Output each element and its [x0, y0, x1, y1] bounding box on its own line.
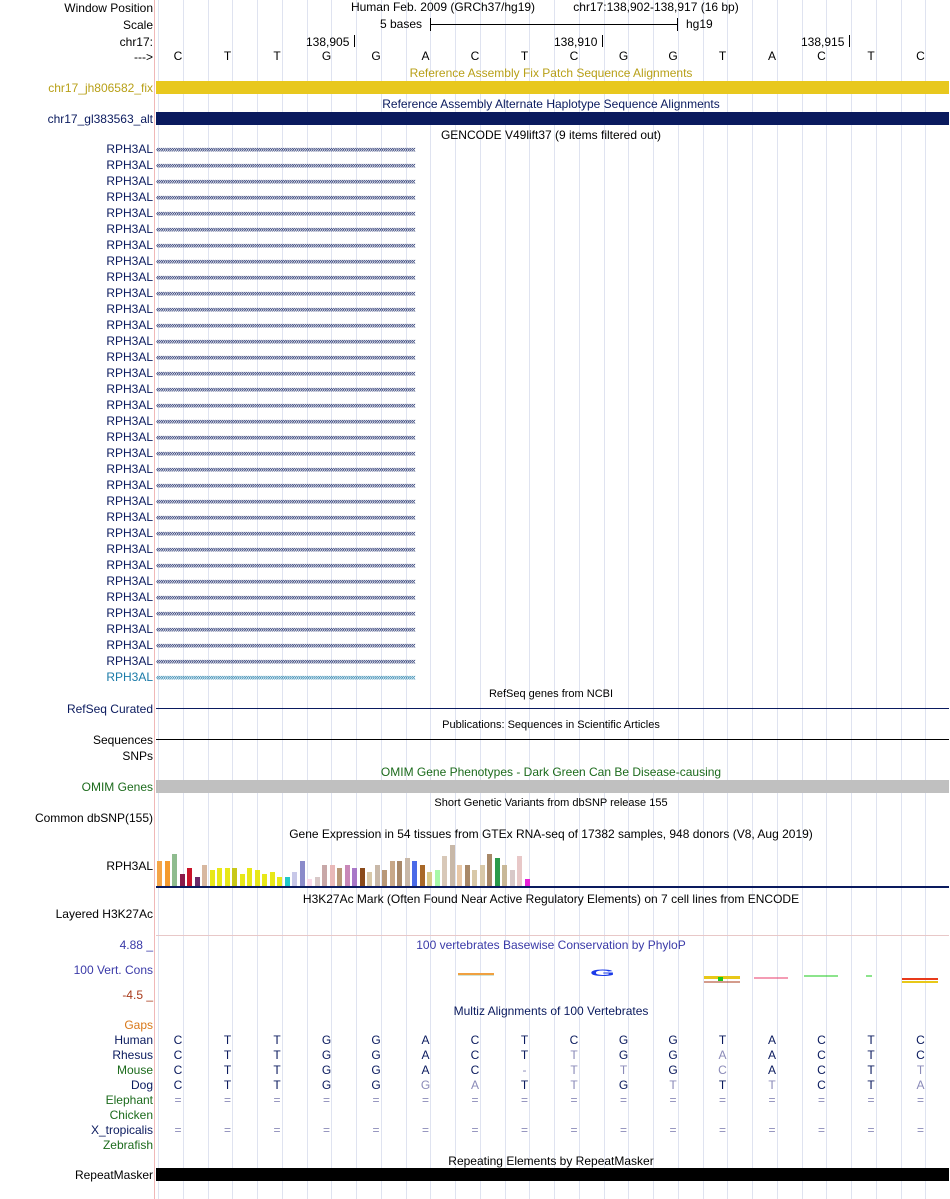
gencode-item-label[interactable]: RPH3AL — [106, 366, 153, 380]
multiz-base: A — [421, 1063, 430, 1077]
multiz-base: T — [718, 1033, 727, 1047]
multiz-base: = — [174, 1123, 182, 1137]
multiz-base: = — [520, 1093, 528, 1107]
sequence-base: C — [173, 49, 183, 63]
multiz-base: = — [421, 1123, 429, 1137]
multiz-base: = — [570, 1093, 578, 1107]
gencode-item-label[interactable]: RPH3AL — [106, 190, 153, 204]
gencode-item-label[interactable]: RPH3AL — [106, 334, 153, 348]
multiz-species-label[interactable]: Elephant — [105, 1093, 153, 1107]
gtex-tissue-bar[interactable] — [525, 879, 530, 886]
refseq-title[interactable]: RefSeq genes from NCBI — [488, 688, 614, 700]
gtex-tissue-bar[interactable] — [270, 872, 275, 886]
gencode-transcript[interactable]: ‹‹‹‹‹‹‹‹‹‹‹‹‹‹‹‹‹‹‹‹‹‹‹‹‹‹‹‹‹‹‹‹‹‹‹‹‹‹‹‹‹‹‹‹‹‹‹‹‹‹‹‹‹‹‹‹‹‹‹‹‹‹‹‹‹‹‹‹‹‹‹‹‹‹‹‹‹‹‹‹‹‹‹‹‹‹‹‹‹‹‹‹‹‹‹‹‹‹‹‹‹‹‹‹‹‹‹‹‹‹‹‹‹‹‹‹‹‹‹‹‹‹‹‹‹‹‹‹‹‹‹‹‹‹‹‹‹‹‹‹ — [156, 288, 415, 298]
gencode-transcript[interactable]: ‹‹‹‹‹‹‹‹‹‹‹‹‹‹‹‹‹‹‹‹‹‹‹‹‹‹‹‹‹‹‹‹‹‹‹‹‹‹‹‹‹‹‹‹‹‹‹‹‹‹‹‹‹‹‹‹‹‹‹‹‹‹‹‹‹‹‹‹‹‹‹‹‹‹‹‹‹‹‹‹‹‹‹‹‹‹‹‹‹‹‹‹‹‹‹‹‹‹‹‹‹‹‹‹‹‹‹‹‹‹‹‹‹‹‹‹‹‹‹‹‹‹‹‹‹‹‹‹‹‹‹‹‹‹‹‹‹‹‹‹ — [156, 176, 415, 186]
gtex-tissue-bar[interactable] — [472, 870, 477, 886]
multiz-base: C — [569, 1033, 579, 1047]
multiz-base: = — [520, 1123, 528, 1137]
multiz-species-label[interactable]: Human — [114, 1033, 153, 1047]
gencode-transcript[interactable]: ‹‹‹‹‹‹‹‹‹‹‹‹‹‹‹‹‹‹‹‹‹‹‹‹‹‹‹‹‹‹‹‹‹‹‹‹‹‹‹‹‹‹‹‹‹‹‹‹‹‹‹‹‹‹‹‹‹‹‹‹‹‹‹‹‹‹‹‹‹‹‹‹‹‹‹‹‹‹‹‹‹‹‹‹‹‹‹‹‹‹‹‹‹‹‹‹‹‹‹‹‹‹‹‹‹‹‹‹‹‹‹‹‹‹‹‹‹‹‹‹‹‹‹‹‹‹‹‹‹‹‹‹‹‹‹‹‹‹‹‹ — [156, 256, 415, 266]
dbsnp-label[interactable]: Common dbSNP(155) — [34, 811, 153, 825]
position-readout: chr17:138,902-138,917 (16 bp) — [573, 0, 739, 14]
gencode-item-label[interactable]: RPH3AL — [106, 590, 153, 604]
position-tick — [602, 35, 603, 47]
gencode-transcript[interactable]: ‹‹‹‹‹‹‹‹‹‹‹‹‹‹‹‹‹‹‹‹‹‹‹‹‹‹‹‹‹‹‹‹‹‹‹‹‹‹‹‹‹‹‹‹‹‹‹‹‹‹‹‹‹‹‹‹‹‹‹‹‹‹‹‹‹‹‹‹‹‹‹‹‹‹‹‹‹‹‹‹‹‹‹‹‹‹‹‹‹‹‹‹‹‹‹‹‹‹‹‹‹‹‹‹‹‹‹‹‹‹‹‹‹‹‹‹‹‹‹‹‹‹‹‹‹‹‹‹‹‹‹‹‹‹‹‹‹‹‹‹ — [156, 480, 415, 490]
gtex-tissue-bar[interactable] — [225, 868, 230, 886]
publications-label-2[interactable]: SNPs — [122, 749, 153, 763]
multiz-base: G — [371, 1063, 381, 1077]
multiz-base: T — [916, 1063, 925, 1077]
multiz-base: G — [668, 1048, 678, 1062]
gencode-transcript[interactable]: ‹‹‹‹‹‹‹‹‹‹‹‹‹‹‹‹‹‹‹‹‹‹‹‹‹‹‹‹‹‹‹‹‹‹‹‹‹‹‹‹‹‹‹‹‹‹‹‹‹‹‹‹‹‹‹‹‹‹‹‹‹‹‹‹‹‹‹‹‹‹‹‹‹‹‹‹‹‹‹‹‹‹‹‹‹‹‹‹‹‹‹‹‹‹‹‹‹‹‹‹‹‹‹‹‹‹‹‹‹‹‹‹‹‹‹‹‹‹‹‹‹‹‹‹‹‹‹‹‹‹‹‹‹‹‹‹‹‹‹‹ — [156, 336, 415, 346]
scale-assembly: hg19 — [686, 17, 713, 31]
gencode-item-label[interactable]: RPH3AL — [106, 302, 153, 316]
gtex-tissue-bar[interactable] — [382, 870, 387, 886]
multiz-base: T — [570, 1078, 578, 1092]
gtex-tissue-bar[interactable] — [510, 870, 515, 886]
multiz-base: T — [273, 1033, 281, 1047]
multiz-base: T — [273, 1048, 281, 1062]
multiz-base: T — [867, 1048, 875, 1062]
multiz-base: = — [421, 1093, 429, 1107]
multiz-base: = — [372, 1123, 380, 1137]
repeatmasker-title[interactable]: Repeating Elements by RepeatMasker — [448, 1154, 654, 1168]
sequence-base: G — [668, 49, 678, 63]
multiz-base: - — [522, 1063, 527, 1077]
multiz-base: A — [421, 1048, 430, 1062]
gtex-tissue-bar[interactable] — [330, 865, 335, 886]
gtex-label[interactable]: RPH3AL — [106, 859, 153, 873]
multiz-base: = — [223, 1093, 231, 1107]
multiz-base: = — [322, 1093, 330, 1107]
multiz-base: G — [321, 1033, 332, 1047]
multiz-base: = — [471, 1093, 479, 1107]
multiz-base: = — [619, 1123, 627, 1137]
multiz-base: T — [273, 1063, 281, 1077]
sequence-base: A — [421, 49, 430, 63]
gencode-item-label[interactable]: RPH3AL — [106, 638, 153, 652]
multiz-base: G — [618, 1078, 629, 1092]
gencode-transcript[interactable]: ‹‹‹‹‹‹‹‹‹‹‹‹‹‹‹‹‹‹‹‹‹‹‹‹‹‹‹‹‹‹‹‹‹‹‹‹‹‹‹‹‹‹‹‹‹‹‹‹‹‹‹‹‹‹‹‹‹‹‹‹‹‹‹‹‹‹‹‹‹‹‹‹‹‹‹‹‹‹‹‹‹‹‹‹‹‹‹‹‹‹‹‹‹‹‹‹‹‹‹‹‹‹‹‹‹‹‹‹‹‹‹‹‹‹‹‹‹‹‹‹‹‹‹‹‹‹‹‹‹‹‹‹‹‹‹‹‹‹‹‹ — [156, 352, 415, 362]
gtex-tissue-bar[interactable] — [292, 872, 297, 886]
multiz-base: C — [173, 1063, 183, 1077]
gencode-item-label[interactable]: RPH3AL — [106, 254, 153, 268]
multiz-base: C — [916, 1048, 925, 1062]
omim-label[interactable]: OMIM Genes — [81, 780, 153, 794]
multiz-base: = — [867, 1123, 875, 1137]
gencode-item-label[interactable]: RPH3AL — [106, 398, 153, 412]
h3k27ac-title[interactable]: H3K27Ac Mark (Often Found Near Active Regulatory Elements) on 7 cell lines from ENCODE — [302, 892, 800, 906]
gtex-tissue-bar[interactable] — [172, 854, 177, 886]
multiz-base: C — [817, 1078, 826, 1092]
multiz-base: G — [420, 1078, 431, 1092]
gencode-transcript[interactable]: ‹‹‹‹‹‹‹‹‹‹‹‹‹‹‹‹‹‹‹‹‹‹‹‹‹‹‹‹‹‹‹‹‹‹‹‹‹‹‹‹‹‹‹‹‹‹‹‹‹‹‹‹‹‹‹‹‹‹‹‹‹‹‹‹‹‹‹‹‹‹‹‹‹‹‹‹‹‹‹‹‹‹‹‹‹‹‹‹‹‹‹‹‹‹‹‹‹‹‹‹‹‹‹‹‹‹‹‹‹‹‹‹‹‹‹‹‹‹‹‹‹‹‹‹‹‹‹‹‹‹‹‹‹‹‹‹‹‹‹‹ — [156, 320, 415, 330]
gtex-tissue-bar[interactable] — [345, 865, 350, 886]
multiz-base: = — [619, 1093, 627, 1107]
refseq-label[interactable]: RefSeq Curated — [66, 702, 153, 716]
multiz-base: C — [916, 1033, 925, 1047]
gencode-transcript[interactable]: ‹‹‹‹‹‹‹‹‹‹‹‹‹‹‹‹‹‹‹‹‹‹‹‹‹‹‹‹‹‹‹‹‹‹‹‹‹‹‹‹‹‹‹‹‹‹‹‹‹‹‹‹‹‹‹‹‹‹‹‹‹‹‹‹‹‹‹‹‹‹‹‹‹‹‹‹‹‹‹‹‹‹‹‹‹‹‹‹‹‹‹‹‹‹‹‹‹‹‹‹‹‹‹‹‹‹‹‹‹‹‹‹‹‹‹‹‹‹‹‹‹‹‹‹‹‹‹‹‹‹‹‹‹‹‹‹‹‹‹‹ — [156, 304, 415, 314]
gencode-transcript[interactable]: ‹‹‹‹‹‹‹‹‹‹‹‹‹‹‹‹‹‹‹‹‹‹‹‹‹‹‹‹‹‹‹‹‹‹‹‹‹‹‹‹‹‹‹‹‹‹‹‹‹‹‹‹‹‹‹‹‹‹‹‹‹‹‹‹‹‹‹‹‹‹‹‹‹‹‹‹‹‹‹‹‹‹‹‹‹‹‹‹‹‹‹‹‹‹‹‹‹‹‹‹‹‹‹‹‹‹‹‹‹‹‹‹‹‹‹‹‹‹‹‹‹‹‹‹‹‹‹‹‹‹‹‹‹‹‹‹‹‹‹‹ — [156, 368, 415, 378]
sequence-base: G — [618, 49, 629, 63]
gencode-transcript[interactable]: ‹‹‹‹‹‹‹‹‹‹‹‹‹‹‹‹‹‹‹‹‹‹‹‹‹‹‹‹‹‹‹‹‹‹‹‹‹‹‹‹‹‹‹‹‹‹‹‹‹‹‹‹‹‹‹‹‹‹‹‹‹‹‹‹‹‹‹‹‹‹‹‹‹‹‹‹‹‹‹‹‹‹‹‹‹‹‹‹‹‹‹‹‹‹‹‹‹‹‹‹‹‹‹‹‹‹‹‹‹‹‹‹‹‹‹‹‹‹‹‹‹‹‹‹‹‹‹‹‹‹‹‹‹‹‹‹‹‹‹‹ — [156, 384, 415, 394]
multiz-base: T — [520, 1078, 529, 1092]
gencode-item-label[interactable]: RPH3AL — [106, 414, 153, 428]
sequence-base: C — [817, 49, 826, 63]
phylop-logo — [156, 960, 949, 990]
sequence-base: C — [470, 49, 480, 63]
fix-patch-label[interactable]: chr17_jh806582_fix — [48, 81, 153, 95]
gencode-item-label[interactable]: RPH3AL — [106, 382, 153, 396]
multiz-species-label[interactable]: Dog — [130, 1078, 153, 1092]
multiz-base: T — [718, 1078, 727, 1092]
multiz-base: G — [321, 1063, 332, 1077]
multiz-species-label[interactable]: Zebrafish — [102, 1138, 153, 1152]
gtex-tissue-bar[interactable] — [502, 865, 507, 886]
scale-bar-right-tick — [677, 18, 678, 31]
phylop-title[interactable]: 100 vertebrates Basewise Conservation by PhyloP — [416, 938, 686, 952]
gtex-tissue-bar[interactable] — [300, 861, 305, 886]
multiz-base: T — [520, 1033, 529, 1047]
gencode-transcript[interactable]: ‹‹‹‹‹‹‹‹‹‹‹‹‹‹‹‹‹‹‹‹‹‹‹‹‹‹‹‹‹‹‹‹‹‹‹‹‹‹‹‹‹‹‹‹‹‹‹‹‹‹‹‹‹‹‹‹‹‹‹‹‹‹‹‹‹‹‹‹‹‹‹‹‹‹‹‹‹‹‹‹‹‹‹‹‹‹‹‹‹‹‹‹‹‹‹‹‹‹‹‹‹‹‹‹‹‹‹‹‹‹‹‹‹‹‹‹‹‹‹‹‹‹‹‹‹‹‹‹‹‹‹‹‹‹‹‹‹‹‹‹ — [156, 448, 415, 458]
multiz-base: T — [768, 1078, 776, 1092]
multiz-base: = — [916, 1093, 924, 1107]
multiz-base: G — [618, 1048, 629, 1062]
gtex-tissue-bar[interactable] — [480, 865, 485, 886]
repeatmasker-label[interactable]: RepeatMasker — [74, 1168, 153, 1182]
gencode-item-label[interactable]: RPH3AL — [106, 478, 153, 492]
scale-bar — [430, 24, 677, 25]
sequence-base: T — [867, 49, 875, 63]
refseq-line[interactable] — [156, 708, 949, 709]
gtex-tissue-bar[interactable] — [262, 874, 267, 886]
gencode-title[interactable]: GENCODE V49lift37 (9 items filtered out) — [440, 128, 662, 142]
multiz-base: C — [817, 1033, 826, 1047]
gtex-tissue-bar[interactable] — [427, 872, 432, 886]
gtex-tissue-bar[interactable] — [495, 858, 500, 886]
h3k27ac-line — [156, 935, 949, 936]
multiz-base: G — [668, 1033, 678, 1047]
gencode-transcript[interactable]: ‹‹‹‹‹‹‹‹‹‹‹‹‹‹‹‹‹‹‹‹‹‹‹‹‹‹‹‹‹‹‹‹‹‹‹‹‹‹‹‹‹‹‹‹‹‹‹‹‹‹‹‹‹‹‹‹‹‹‹‹‹‹‹‹‹‹‹‹‹‹‹‹‹‹‹‹‹‹‹‹‹‹‹‹‹‹‹‹‹‹‹‹‹‹‹‹‹‹‹‹‹‹‹‹‹‹‹‹‹‹‹‹‹‹‹‹‹‹‹‹‹‹‹‹‹‹‹‹‹‹‹‹‹‹‹‹‹‹‹‹ — [156, 192, 415, 202]
gencode-transcript[interactable]: ‹‹‹‹‹‹‹‹‹‹‹‹‹‹‹‹‹‹‹‹‹‹‹‹‹‹‹‹‹‹‹‹‹‹‹‹‹‹‹‹‹‹‹‹‹‹‹‹‹‹‹‹‹‹‹‹‹‹‹‹‹‹‹‹‹‹‹‹‹‹‹‹‹‹‹‹‹‹‹‹‹‹‹‹‹‹‹‹‹‹‹‹‹‹‹‹‹‹‹‹‹‹‹‹‹‹‹‹‹‹‹‹‹‹‹‹‹‹‹‹‹‹‹‹‹‹‹‹‹‹‹‹‹‹‹‹‹‹‹‹ — [156, 608, 415, 618]
multiz-base: = — [570, 1123, 578, 1137]
sequence-base: C — [916, 49, 925, 63]
multiz-base: C — [470, 1048, 480, 1062]
multiz-base: T — [867, 1033, 875, 1047]
alt-haplotype-label[interactable]: chr17_gl383563_alt — [47, 112, 153, 126]
gencode-item-label[interactable]: RPH3AL — [106, 206, 153, 220]
multiz-base: G — [371, 1048, 381, 1062]
omim-bar[interactable] — [156, 780, 949, 793]
sequence-base: G — [371, 49, 381, 63]
multiz-base: A — [421, 1033, 430, 1047]
sequence-base: T — [223, 49, 232, 63]
multiz-gaps-label: Gaps — [124, 1018, 153, 1032]
sequence-base: G — [321, 49, 332, 63]
multiz-base: C — [718, 1063, 727, 1077]
multiz-base: T — [520, 1048, 529, 1062]
multiz-base: G — [321, 1048, 332, 1062]
gtex-tissue-bar[interactable] — [217, 868, 222, 886]
gtex-tissue-bar[interactable] — [157, 861, 162, 886]
gtex-tissue-bar[interactable] — [450, 845, 455, 886]
gtex-tissue-bar[interactable] — [255, 870, 260, 886]
position-tick-label: 138,905 — [306, 35, 350, 49]
gencode-item-label[interactable]: RPH3AL — [106, 174, 153, 188]
gencode-transcript[interactable]: ‹‹‹‹‹‹‹‹‹‹‹‹‹‹‹‹‹‹‹‹‹‹‹‹‹‹‹‹‹‹‹‹‹‹‹‹‹‹‹‹‹‹‹‹‹‹‹‹‹‹‹‹‹‹‹‹‹‹‹‹‹‹‹‹‹‹‹‹‹‹‹‹‹‹‹‹‹‹‹‹‹‹‹‹‹‹‹‹‹‹‹‹‹‹‹‹‹‹‹‹‹‹‹‹‹‹‹‹‹‹‹‹‹‹‹‹‹‹‹‹‹‹‹‹‹‹‹‹‹‹‹‹‹‹‹‹‹‹‹‹ — [156, 512, 415, 522]
gencode-transcript[interactable]: ‹‹‹‹‹‹‹‹‹‹‹‹‹‹‹‹‹‹‹‹‹‹‹‹‹‹‹‹‹‹‹‹‹‹‹‹‹‹‹‹‹‹‹‹‹‹‹‹‹‹‹‹‹‹‹‹‹‹‹‹‹‹‹‹‹‹‹‹‹‹‹‹‹‹‹‹‹‹‹‹‹‹‹‹‹‹‹‹‹‹‹‹‹‹‹‹‹‹‹‹‹‹‹‹‹‹‹‹‹‹‹‹‹‹‹‹‹‹‹‹‹‹‹‹‹‹‹‹‹‹‹‹‹‹‹‹‹‹‹‹ — [156, 224, 415, 234]
gtex-tissue-bar[interactable] — [285, 877, 290, 886]
gencode-item-label[interactable]: RPH3AL — [106, 670, 153, 684]
strand-arrow-label: ---> — [134, 50, 153, 64]
multiz-species-label[interactable]: Rhesus — [112, 1048, 153, 1062]
multiz-base: A — [470, 1078, 479, 1092]
alt-haplotype-title[interactable]: Reference Assembly Alternate Haplotype Sequence Alignments — [382, 97, 720, 111]
gencode-item-label[interactable]: RPH3AL — [106, 558, 153, 572]
gtex-tissue-bar[interactable] — [187, 868, 192, 886]
scale-text: 5 bases — [380, 17, 423, 31]
gencode-transcript[interactable]: ‹‹‹‹‹‹‹‹‹‹‹‹‹‹‹‹‹‹‹‹‹‹‹‹‹‹‹‹‹‹‹‹‹‹‹‹‹‹‹‹‹‹‹‹‹‹‹‹‹‹‹‹‹‹‹‹‹‹‹‹‹‹‹‹‹‹‹‹‹‹‹‹‹‹‹‹‹‹‹‹‹‹‹‹‹‹‹‹‹‹‹‹‹‹‹‹‹‹‹‹‹‹‹‹‹‹‹‹‹‹‹‹‹‹‹‹‹‹‹‹‹‹‹‹‹‹‹‹‹‹‹‹‹‹‹‹‹‹‹‹ — [156, 416, 415, 426]
gtex-tissue-bar[interactable] — [277, 877, 282, 886]
gencode-transcript[interactable]: ‹‹‹‹‹‹‹‹‹‹‹‹‹‹‹‹‹‹‹‹‹‹‹‹‹‹‹‹‹‹‹‹‹‹‹‹‹‹‹‹‹‹‹‹‹‹‹‹‹‹‹‹‹‹‹‹‹‹‹‹‹‹‹‹‹‹‹‹‹‹‹‹‹‹‹‹‹‹‹‹‹‹‹‹‹‹‹‹‹‹‹‹‹‹‹‹‹‹‹‹‹‹‹‹‹‹‹‹‹‹‹‹‹‹‹‹‹‹‹‹‹‹‹‹‹‹‹‹‹‹‹‹‹‹‹‹‹‹‹‹ — [156, 576, 415, 586]
gencode-transcript[interactable]: ‹‹‹‹‹‹‹‹‹‹‹‹‹‹‹‹‹‹‹‹‹‹‹‹‹‹‹‹‹‹‹‹‹‹‹‹‹‹‹‹‹‹‹‹‹‹‹‹‹‹‹‹‹‹‹‹‹‹‹‹‹‹‹‹‹‹‹‹‹‹‹‹‹‹‹‹‹‹‹‹‹‹‹‹‹‹‹‹‹‹‹‹‹‹‹‹‹‹‹‹‹‹‹‹‹‹‹‹‹‹‹‹‹‹‹‹‹‹‹‹‹‹‹‹‹‹‹‹‹‹‹‹‹‹‹‹‹‹‹‹ — [156, 656, 415, 666]
phylop-min-label: -4.5 _ — [122, 988, 153, 1002]
multiz-base: T — [570, 1063, 578, 1077]
multiz-base: G — [321, 1078, 332, 1092]
gencode-transcript[interactable]: ‹‹‹‹‹‹‹‹‹‹‹‹‹‹‹‹‹‹‹‹‹‹‹‹‹‹‹‹‹‹‹‹‹‹‹‹‹‹‹‹‹‹‹‹‹‹‹‹‹‹‹‹‹‹‹‹‹‹‹‹‹‹‹‹‹‹‹‹‹‹‹‹‹‹‹‹‹‹‹‹‹‹‹‹‹‹‹‹‹‹‹‹‹‹‹‹‹‹‹‹‹‹‹‹‹‹‹‹‹‹‹‹‹‹‹‹‹‹‹‹‹‹‹‹‹‹‹‹‹‹‹‹‹‹‹‹‹‹‹‹ — [156, 464, 415, 474]
gtex-tissue-bar[interactable] — [307, 879, 312, 886]
gencode-transcript[interactable]: ‹‹‹‹‹‹‹‹‹‹‹‹‹‹‹‹‹‹‹‹‹‹‹‹‹‹‹‹‹‹‹‹‹‹‹‹‹‹‹‹‹‹‹‹‹‹‹‹‹‹‹‹‹‹‹‹‹‹‹‹‹‹‹‹‹‹‹‹‹‹‹‹‹‹‹‹‹‹‹‹‹‹‹‹‹‹‹‹‹‹‹‹‹‹‹‹‹‹‹‹‹‹‹‹‹‹‹‹‹‹‹‹‹‹‹‹‹‹‹‹‹‹‹‹‹‹‹‹‹‹‹‹‹‹‹‹‹‹‹‹ — [156, 144, 415, 154]
gencode-transcript[interactable]: ‹‹‹‹‹‹‹‹‹‹‹‹‹‹‹‹‹‹‹‹‹‹‹‹‹‹‹‹‹‹‹‹‹‹‹‹‹‹‹‹‹‹‹‹‹‹‹‹‹‹‹‹‹‹‹‹‹‹‹‹‹‹‹‹‹‹‹‹‹‹‹‹‹‹‹‹‹‹‹‹‹‹‹‹‹‹‹‹‹‹‹‹‹‹‹‹‹‹‹‹‹‹‹‹‹‹‹‹‹‹‹‹‹‹‹‹‹‹‹‹‹‹‹‹‹‹‹‹‹‹‹‹‹‹‹‹‹‹‹‹ — [156, 560, 415, 570]
multiz-base: T — [570, 1048, 578, 1062]
multiz-base: = — [669, 1123, 677, 1137]
assembly-title: Human Feb. 2009 (GRCh37/hg19) — [350, 0, 536, 14]
multiz-base: A — [718, 1048, 727, 1062]
phylop-label[interactable]: 100 Vert. Cons — [73, 963, 153, 977]
gtex-tissue-bar[interactable] — [435, 870, 440, 886]
multiz-base: C — [173, 1048, 183, 1062]
gencode-item-label[interactable]: RPH3AL — [106, 510, 153, 524]
scale-bar-left-tick — [430, 18, 431, 31]
gencode-transcript[interactable]: ‹‹‹‹‹‹‹‹‹‹‹‹‹‹‹‹‹‹‹‹‹‹‹‹‹‹‹‹‹‹‹‹‹‹‹‹‹‹‹‹‹‹‹‹‹‹‹‹‹‹‹‹‹‹‹‹‹‹‹‹‹‹‹‹‹‹‹‹‹‹‹‹‹‹‹‹‹‹‹‹‹‹‹‹‹‹‹‹‹‹‹‹‹‹‹‹‹‹‹‹‹‹‹‹‹‹‹‹‹‹‹‹‹‹‹‹‹‹‹‹‹‹‹‹‹‹‹‹‹‹‹‹‹‹‹‹‹‹‹‹ — [156, 432, 415, 442]
gtex-tissue-bar[interactable] — [390, 861, 395, 886]
repeatmasker-bar[interactable] — [156, 1168, 949, 1181]
multiz-base: = — [817, 1093, 825, 1107]
sequence-base: A — [767, 49, 776, 63]
fix-patch-title[interactable]: Reference Assembly Fix Patch Sequence Alignments — [409, 66, 693, 80]
gencode-item-label[interactable]: RPH3AL — [106, 238, 153, 252]
multiz-base: T — [223, 1063, 232, 1077]
multiz-base: = — [817, 1123, 825, 1137]
multiz-base: A — [767, 1033, 776, 1047]
multiz-species-label[interactable]: Chicken — [109, 1108, 153, 1122]
multiz-base: = — [768, 1093, 776, 1107]
gtex-tissue-bar[interactable] — [322, 865, 327, 886]
position-tick-label: 138,915 — [801, 35, 845, 49]
multiz-base: T — [223, 1078, 232, 1092]
multiz-base: G — [668, 1063, 678, 1077]
multiz-base: = — [916, 1123, 924, 1137]
gencode-item-label[interactable]: RPH3AL — [106, 446, 153, 460]
gtex-tissue-bar[interactable] — [412, 861, 417, 886]
gencode-item-label[interactable]: RPH3AL — [106, 142, 153, 156]
position-tick — [354, 35, 355, 47]
gtex-tissue-bar[interactable] — [232, 868, 237, 886]
multiz-base: = — [718, 1123, 726, 1137]
gencode-item-label[interactable]: RPH3AL — [106, 574, 153, 588]
position-tick — [849, 35, 850, 47]
multiz-base: C — [173, 1078, 183, 1092]
gencode-transcript[interactable]: ‹‹‹‹‹‹‹‹‹‹‹‹‹‹‹‹‹‹‹‹‹‹‹‹‹‹‹‹‹‹‹‹‹‹‹‹‹‹‹‹‹‹‹‹‹‹‹‹‹‹‹‹‹‹‹‹‹‹‹‹‹‹‹‹‹‹‹‹‹‹‹‹‹‹‹‹‹‹‹‹‹‹‹‹‹‹‹‹‹‹‹‹‹‹‹‹‹‹‹‹‹‹‹‹‹‹‹‹‹‹‹‹‹‹‹‹‹‹‹‹‹‹‹‹‹‹‹‹‹‹‹‹‹‹‹‹‹‹‹‹ — [156, 528, 415, 538]
publications-title[interactable]: Publications: Sequences in Scientific Articles — [442, 719, 660, 731]
gtex-tissue-bar[interactable] — [360, 868, 365, 886]
phylop-max-label: 4.88 _ — [119, 938, 153, 952]
gtex-tissue-bar[interactable] — [420, 865, 425, 886]
gencode-transcript[interactable]: ‹‹‹‹‹‹‹‹‹‹‹‹‹‹‹‹‹‹‹‹‹‹‹‹‹‹‹‹‹‹‹‹‹‹‹‹‹‹‹‹‹‹‹‹‹‹‹‹‹‹‹‹‹‹‹‹‹‹‹‹‹‹‹‹‹‹‹‹‹‹‹‹‹‹‹‹‹‹‹‹‹‹‹‹‹‹‹‹‹‹‹‹‹‹‹‹‹‹‹‹‹‹‹‹‹‹‹‹‹‹‹‹‹‹‹‹‹‹‹‹‹‹‹‹‹‹‹‹‹‹‹‹‹‹‹‹‹‹‹‹ — [156, 624, 415, 634]
gtex-tissue-bar[interactable] — [315, 877, 320, 886]
gencode-transcript[interactable]: ‹‹‹‹‹‹‹‹‹‹‹‹‹‹‹‹‹‹‹‹‹‹‹‹‹‹‹‹‹‹‹‹‹‹‹‹‹‹‹‹‹‹‹‹‹‹‹‹‹‹‹‹‹‹‹‹‹‹‹‹‹‹‹‹‹‹‹‹‹‹‹‹‹‹‹‹‹‹‹‹‹‹‹‹‹‹‹‹‹‹‹‹‹‹‹‹‹‹‹‹‹‹‹‹‹‹‹‹‹‹‹‹‹‹‹‹‹‹‹‹‹‹‹‹‹‹‹‹‹‹‹‹‹‹‹‹‹‹‹‹ — [156, 160, 415, 170]
multiz-base: C — [470, 1063, 480, 1077]
multiz-base: A — [767, 1063, 776, 1077]
gtex-tissue-bar[interactable] — [397, 861, 402, 886]
multiz-base: A — [767, 1048, 776, 1062]
multiz-base: T — [867, 1063, 875, 1077]
gencode-item-label[interactable]: RPH3AL — [106, 350, 153, 364]
gencode-item-label[interactable]: RPH3AL — [106, 462, 153, 476]
gencode-transcript[interactable]: ‹‹‹‹‹‹‹‹‹‹‹‹‹‹‹‹‹‹‹‹‹‹‹‹‹‹‹‹‹‹‹‹‹‹‹‹‹‹‹‹‹‹‹‹‹‹‹‹‹‹‹‹‹‹‹‹‹‹‹‹‹‹‹‹‹‹‹‹‹‹‹‹‹‹‹‹‹‹‹‹‹‹‹‹‹‹‹‹‹‹‹‹‹‹‹‹‹‹‹‹‹‹‹‹‹‹‹‹‹‹‹‹‹‹‹‹‹‹‹‹‹‹‹‹‹‹‹‹‹‹‹‹‹‹‹‹‹‹‹‹ — [156, 592, 415, 602]
gencode-item-label[interactable]: RPH3AL — [106, 654, 153, 668]
gencode-transcript[interactable]: ‹‹‹‹‹‹‹‹‹‹‹‹‹‹‹‹‹‹‹‹‹‹‹‹‹‹‹‹‹‹‹‹‹‹‹‹‹‹‹‹‹‹‹‹‹‹‹‹‹‹‹‹‹‹‹‹‹‹‹‹‹‹‹‹‹‹‹‹‹‹‹‹‹‹‹‹‹‹‹‹‹‹‹‹‹‹‹‹‹‹‹‹‹‹‹‹‹‹‹‹‹‹‹‹‹‹‹‹‹‹‹‹‹‹‹‹‹‹‹‹‹‹‹‹‹‹‹‹‹‹‹‹‹‹‹‹‹‹‹‹ — [156, 496, 415, 506]
gtex-baseline — [156, 886, 949, 888]
gencode-transcript[interactable]: ‹‹‹‹‹‹‹‹‹‹‹‹‹‹‹‹‹‹‹‹‹‹‹‹‹‹‹‹‹‹‹‹‹‹‹‹‹‹‹‹‹‹‹‹‹‹‹‹‹‹‹‹‹‹‹‹‹‹‹‹‹‹‹‹‹‹‹‹‹‹‹‹‹‹‹‹‹‹‹‹‹‹‹‹‹‹‹‹‹‹‹‹‹‹‹‹‹‹‹‹‹‹‹‹‹‹‹‹‹‹‹‹‹‹‹‹‹‹‹‹‹‹‹‹‹‹‹‹‹‹‹‹‹‹‹‹‹‹‹‹ — [156, 640, 415, 650]
gtex-tissue-bar[interactable] — [247, 868, 252, 886]
gencode-transcript[interactable]: ‹‹‹‹‹‹‹‹‹‹‹‹‹‹‹‹‹‹‹‹‹‹‹‹‹‹‹‹‹‹‹‹‹‹‹‹‹‹‹‹‹‹‹‹‹‹‹‹‹‹‹‹‹‹‹‹‹‹‹‹‹‹‹‹‹‹‹‹‹‹‹‹‹‹‹‹‹‹‹‹‹‹‹‹‹‹‹‹‹‹‹‹‹‹‹‹‹‹‹‹‹‹‹‹‹‹‹‹‹‹‹‹‹‹‹‹‹‹‹‹‹‹‹‹‹‹‹‹‹‹‹‹‹‹‹‹‹‹‹‹ — [156, 672, 415, 682]
multiz-base: = — [768, 1123, 776, 1137]
multiz-base: C — [470, 1033, 480, 1047]
gencode-item-label[interactable]: RPH3AL — [106, 430, 153, 444]
svg-text:G: G — [590, 968, 615, 979]
gencode-item-label[interactable]: RPH3AL — [106, 622, 153, 636]
publications-line[interactable] — [156, 739, 949, 740]
gtex-tissue-bar[interactable] — [517, 856, 522, 886]
multiz-species-label[interactable]: X_tropicalis — [90, 1123, 153, 1137]
multiz-base: = — [322, 1123, 330, 1137]
multiz-base: = — [669, 1093, 677, 1107]
sequence-base: T — [718, 49, 727, 63]
multiz-base: C — [817, 1048, 826, 1062]
multiz-base: = — [372, 1093, 380, 1107]
gencode-item-label[interactable]: RPH3AL — [106, 526, 153, 540]
gtex-tissue-bar[interactable] — [442, 856, 447, 886]
multiz-base: C — [173, 1033, 183, 1047]
multiz-base: = — [174, 1093, 182, 1107]
gtex-tissue-bar[interactable] — [202, 865, 207, 886]
multiz-base: G — [371, 1078, 381, 1092]
label-separator — [154, 0, 155, 1199]
multiz-base: T — [273, 1078, 281, 1092]
gencode-transcript[interactable]: ‹‹‹‹‹‹‹‹‹‹‹‹‹‹‹‹‹‹‹‹‹‹‹‹‹‹‹‹‹‹‹‹‹‹‹‹‹‹‹‹‹‹‹‹‹‹‹‹‹‹‹‹‹‹‹‹‹‹‹‹‹‹‹‹‹‹‹‹‹‹‹‹‹‹‹‹‹‹‹‹‹‹‹‹‹‹‹‹‹‹‹‹‹‹‹‹‹‹‹‹‹‹‹‹‹‹‹‹‹‹‹‹‹‹‹‹‹‹‹‹‹‹‹‹‹‹‹‹‹‹‹‹‹‹‹‹‹‹‹‹ — [156, 400, 415, 410]
gencode-item-label[interactable]: RPH3AL — [106, 270, 153, 284]
gtex-tissue-bar[interactable] — [165, 861, 170, 886]
dbsnp-title[interactable]: Short Genetic Variants from dbSNP release 155 — [434, 797, 668, 809]
gtex-tissue-bar[interactable] — [195, 877, 200, 886]
gtex-tissue-bar[interactable] — [367, 872, 372, 886]
gtex-tissue-bar[interactable] — [465, 865, 470, 886]
multiz-species-label[interactable]: Mouse — [116, 1063, 153, 1077]
fix-patch-bar[interactable] — [156, 81, 949, 94]
multiz-base: G — [371, 1033, 381, 1047]
gencode-item-label[interactable]: RPH3AL — [106, 222, 153, 236]
gtex-tissue-bar[interactable] — [375, 865, 380, 886]
gencode-transcript[interactable]: ‹‹‹‹‹‹‹‹‹‹‹‹‹‹‹‹‹‹‹‹‹‹‹‹‹‹‹‹‹‹‹‹‹‹‹‹‹‹‹‹‹‹‹‹‹‹‹‹‹‹‹‹‹‹‹‹‹‹‹‹‹‹‹‹‹‹‹‹‹‹‹‹‹‹‹‹‹‹‹‹‹‹‹‹‹‹‹‹‹‹‹‹‹‹‹‹‹‹‹‹‹‹‹‹‹‹‹‹‹‹‹‹‹‹‹‹‹‹‹‹‹‹‹‹‹‹‹‹‹‹‹‹‹‹‹‹‹‹‹‹ — [156, 240, 415, 250]
omim-title[interactable]: OMIM Gene Phenotypes - Dark Green Can Be Disease-causing — [380, 765, 722, 779]
alt-haplotype-bar[interactable] — [156, 112, 949, 125]
gencode-item-label[interactable]: RPH3AL — [106, 494, 153, 508]
gencode-item-label[interactable]: RPH3AL — [106, 542, 153, 556]
gencode-transcript[interactable]: ‹‹‹‹‹‹‹‹‹‹‹‹‹‹‹‹‹‹‹‹‹‹‹‹‹‹‹‹‹‹‹‹‹‹‹‹‹‹‹‹‹‹‹‹‹‹‹‹‹‹‹‹‹‹‹‹‹‹‹‹‹‹‹‹‹‹‹‹‹‹‹‹‹‹‹‹‹‹‹‹‹‹‹‹‹‹‹‹‹‹‹‹‹‹‹‹‹‹‹‹‹‹‹‹‹‹‹‹‹‹‹‹‹‹‹‹‹‹‹‹‹‹‹‹‹‹‹‹‹‹‹‹‹‹‹‹‹‹‹‹ — [156, 208, 415, 218]
window-position-label: Window Position — [64, 1, 153, 15]
gtex-tissue-bar[interactable] — [487, 854, 492, 886]
gencode-item-label[interactable]: RPH3AL — [106, 158, 153, 172]
gtex-title[interactable]: Gene Expression in 54 tissues from GTEx RNA-seq of 17382 samples, 948 donors (V8, Aug 2019) — [289, 827, 813, 841]
multiz-base: = — [867, 1093, 875, 1107]
gtex-tissue-bar[interactable] — [180, 874, 185, 886]
multiz-base: T — [223, 1033, 232, 1047]
publications-label[interactable]: Sequences — [92, 733, 153, 747]
gtex-tissue-bar[interactable] — [240, 874, 245, 886]
gtex-tissue-bar[interactable] — [210, 870, 215, 886]
multiz-base: T — [867, 1078, 875, 1092]
multiz-base: = — [273, 1093, 281, 1107]
multiz-base: A — [916, 1078, 925, 1092]
sequence-base: C — [569, 49, 579, 63]
gencode-transcript[interactable]: ‹‹‹‹‹‹‹‹‹‹‹‹‹‹‹‹‹‹‹‹‹‹‹‹‹‹‹‹‹‹‹‹‹‹‹‹‹‹‹‹‹‹‹‹‹‹‹‹‹‹‹‹‹‹‹‹‹‹‹‹‹‹‹‹‹‹‹‹‹‹‹‹‹‹‹‹‹‹‹‹‹‹‹‹‹‹‹‹‹‹‹‹‹‹‹‹‹‹‹‹‹‹‹‹‹‹‹‹‹‹‹‹‹‹‹‹‹‹‹‹‹‹‹‹‹‹‹‹‹‹‹‹‹‹‹‹‹‹‹‹ — [156, 272, 415, 282]
multiz-base: T — [669, 1078, 677, 1092]
position-tick-label: 138,910 — [554, 35, 598, 49]
multiz-base: T — [223, 1048, 232, 1062]
gtex-tissue-bar[interactable] — [457, 865, 462, 886]
gencode-item-label[interactable]: RPH3AL — [106, 606, 153, 620]
chrom-label: chr17: — [119, 35, 153, 49]
multiz-base: T — [619, 1063, 628, 1077]
gencode-item-label[interactable]: RPH3AL — [106, 286, 153, 300]
multiz-base: = — [273, 1123, 281, 1137]
gencode-item-label[interactable]: RPH3AL — [106, 318, 153, 332]
scale-label: Scale — [122, 18, 153, 32]
gencode-transcript[interactable]: ‹‹‹‹‹‹‹‹‹‹‹‹‹‹‹‹‹‹‹‹‹‹‹‹‹‹‹‹‹‹‹‹‹‹‹‹‹‹‹‹‹‹‹‹‹‹‹‹‹‹‹‹‹‹‹‹‹‹‹‹‹‹‹‹‹‹‹‹‹‹‹‹‹‹‹‹‹‹‹‹‹‹‹‹‹‹‹‹‹‹‹‹‹‹‹‹‹‹‹‹‹‹‹‹‹‹‹‹‹‹‹‹‹‹‹‹‹‹‹‹‹‹‹‹‹‹‹‹‹‹‹‹‹‹‹‹‹‹‹‹ — [156, 544, 415, 554]
multiz-base: = — [471, 1123, 479, 1137]
multiz-base: C — [817, 1063, 826, 1077]
gtex-tissue-bar[interactable] — [352, 868, 357, 886]
multiz-base: = — [223, 1123, 231, 1137]
multiz-title[interactable]: Multiz Alignments of 100 Vertebrates — [453, 1004, 649, 1018]
sequence-base: T — [273, 49, 281, 63]
multiz-base: G — [618, 1033, 629, 1047]
gtex-tissue-bar[interactable] — [337, 868, 342, 886]
h3k27ac-label[interactable]: Layered H3K27Ac — [55, 907, 153, 921]
sequence-base: T — [520, 49, 529, 63]
multiz-base: = — [718, 1093, 726, 1107]
gtex-tissue-bar[interactable] — [405, 858, 410, 886]
